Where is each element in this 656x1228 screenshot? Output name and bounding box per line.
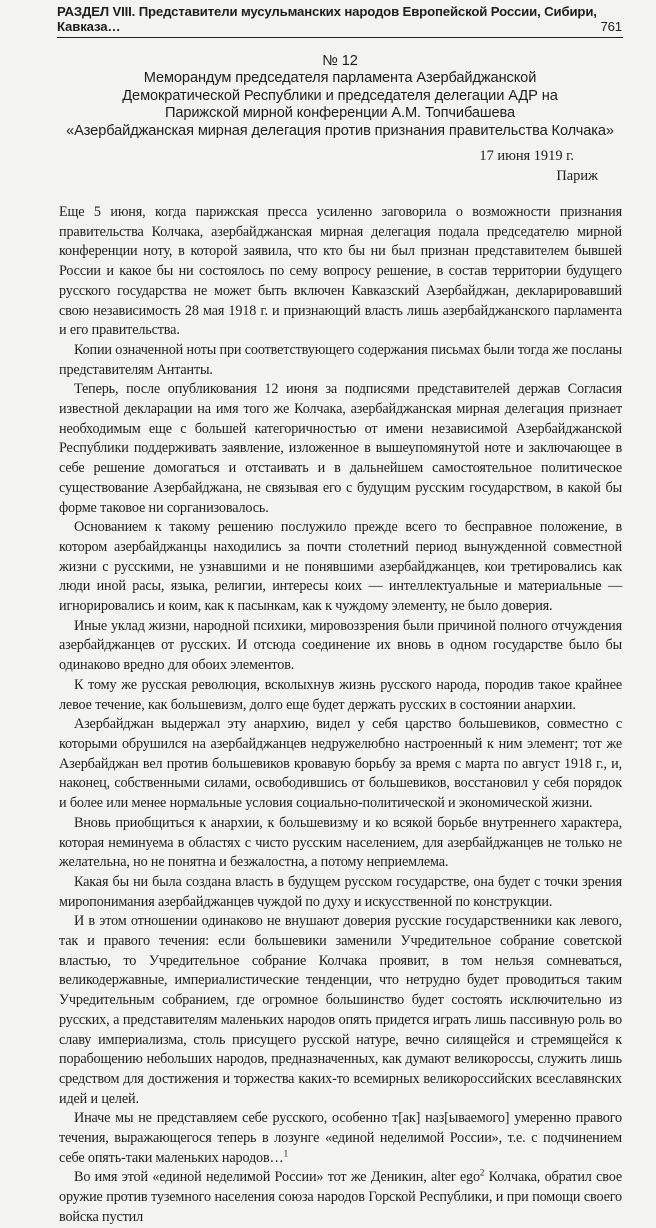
title-line-3: Парижской мирной конференции А.М. Топчибашева xyxy=(164,105,516,122)
paragraph: Теперь, после опубликования 12 июня за подписями представителей держав Согласия известной декларации на имя того же Колчака, азербайджанская мирная делегация признает необходимым еще с большей категоричностью от имени независимой Азербайджанской Республики поддерживать заявление, изложенное в вышеупомянутой ноте и заключающее в себе решение домогаться и отстаивать и в дальнейшем самостоятельное политическое существование Азербайджана, не связывая его с будущим русским государством, в какой бы форме таковое ни сорганизовалось. xyxy=(59,381,622,516)
paragraph: К тому же русская революция, всколыхнув жизнь русского народа, породив такое крайнее левое течение, как большевизм, долго еще будет держать русских в состоянии анархии. xyxy=(59,676,622,713)
paragraph xyxy=(59,1109,622,1168)
title-line-1: Меморандум председателя парламента Азербайджанской xyxy=(143,70,537,87)
paragraph-text: Иначе мы не представляем себе русского, особенно т[ак] наз[ываемого] умеренно правого течения, выражающегося теперь в лозунге «единой неделимой России», т.е. с подчинением себе опять-таки маленьких народов… xyxy=(59,1110,622,1166)
document-date: 17 июня 1919 г. xyxy=(479,148,574,164)
paragraph-text: Колчака, обратил свое оружие против туземного населения союза народов Горской Республики, и при помощи своего войска пустил xyxy=(59,1169,622,1225)
running-head xyxy=(57,4,623,38)
body-text xyxy=(59,203,622,1228)
title-line-2: Демократической Республики и председателя делегации АДР на xyxy=(122,87,558,104)
paragraph-text: Во имя этой «единой неделимой России» тот же Деникин, alter ego xyxy=(74,1169,480,1186)
paragraph: Основанием к такому решению послужило прежде всего то бесправное положение, в котором азербайджанцы находились за почти столетний период вынужденной совместной жизни с русскими, не узнавшими и не понявшими азербайджанцев, кои третировались как люди иной расы, языка, религии, интересы коих — интеллектуальные и материальные — игнорировались и коим, как к пасынкам, как к чуждому элементу, не было доверия. xyxy=(59,519,622,615)
paragraph xyxy=(59,1168,622,1227)
paragraph: Иные уклад жизни, народной психики, мировоззрения были причиной полного отчуждения азербайджанцев от русских. И отсюда соединение их вновь в одном государстве было бы одинаково вредно для обоих элементов. xyxy=(59,617,622,674)
date-place xyxy=(479,146,598,186)
paragraph: Еще 5 июня, когда парижская пресса усиленно заговорила о возможности признания правительства Колчака, азербайджанская мирная делегация подала председателю мирной конференции ноту, в которой заявила, что кто бы ни был признан представителем бывшей России и какое бы ни состоялось по сему вопросу решение, в состав территории будущего русского государства не может быть включен Кавказский Азербайджан, декларировавший свою независимость 28 мая 1918 г. и признающий власть лишь азербайджанского парламента и его правительства. xyxy=(59,204,622,339)
paragraph: Вновь приобщиться к анархии, к большевизму и ко всякой борьбе внутреннего характера, которая неминуема в областях с чисто русским населением, для азербайджанцев не только не желательна, но не понятна и безжалостна, а потому неприемлема. xyxy=(59,814,622,871)
paragraph: Азербайджан выдержал эту анархию, видел у себя царство большевиков, совместно с которыми обрушился на азербайджанцев недружелюбно настроенный к ним элемент; тот же Азербайджан вел против большевиков кровавую борьбу за время с марта по август 1918 г., и, наконец, собственными силами, освободившись от большевиков, восстановил у себя порядок и более или менее нормальные условия социально-политической и экономической жизни. xyxy=(59,716,622,812)
paragraph: Копии означенной ноты при соответствующего содержания письмах были тогда же посланы представителям Антанты. xyxy=(59,341,622,378)
footnote-mark-1[interactable]: 1 xyxy=(283,1148,288,1159)
section-title: РАЗДЕЛ VIII. Представители мусульманских народов Европейской России, Сибири, Кавказа… xyxy=(57,4,597,34)
paragraph: Какая бы ни была создана власть в будущем русском государстве, она будет с точки зрения миропонимания азербайджанцев чуждой по духу и искусственной по конструкции. xyxy=(59,873,622,910)
document-heading xyxy=(57,53,623,140)
footnote-mark-2[interactable]: 2 xyxy=(479,1167,485,1178)
title-line-4: «Азербайджанская мирная делегация против признания правительства Колчака» xyxy=(66,122,614,139)
document-number: № 12 xyxy=(322,53,358,69)
document-place: Париж xyxy=(556,168,598,184)
page-number: 761 xyxy=(600,19,622,34)
paragraph: И в этом отношении одинаково не внушают доверия русские государственники как левого, так и правого течения: если большевики заменили Учредительное собрание советской властью, то Учредительное собрание Колчака проявит, в том нельзя сомневаться, великодержавные, империалистические тенденции, что нетрудно будет проводиться таким Учредительным собранием, где огромное большинство будет состоять исключительно из русских, а представителям маленьких народов опять придется играть лишь пассивную роль во славу империализма, столь присущего русской натуре, вечно силящейся и стремящейся к порабощению небольших народов, предназначенных, как думают великороссы, служить лишь средством для достижения и торжества каких-то всемирных великороссийских всеславянских идей и целей. xyxy=(59,913,622,1107)
